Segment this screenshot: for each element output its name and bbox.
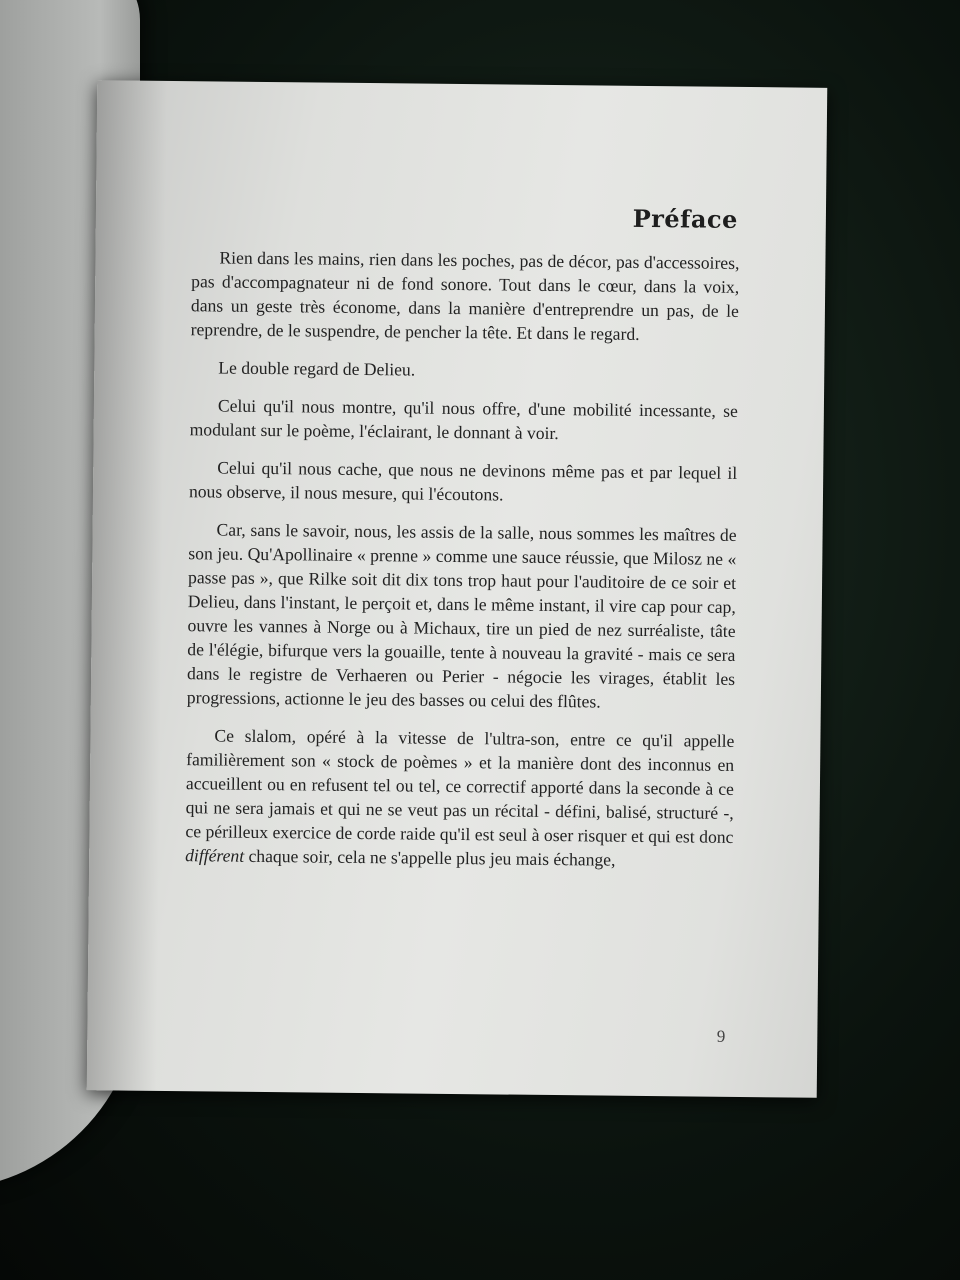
paragraph-6 [185,723,734,873]
paragraph-3: Celui qu'il nous montre, qu'il nous offre, d'une mobilité incessante, se modulant sur le poème, l'éclairant, le donnant à voir. [189,395,738,444]
paragraph-2: Le double regard de Delieu. [218,357,416,380]
emphasized-word: différent [185,845,245,866]
body-text [185,245,740,887]
paragraph-4: Celui qu'il nous cache, que nous ne devinons même pas et par lequel il nous observe, il nous mesure, qui l'écoutons. [188,457,738,505]
page-title: Préface [632,203,739,234]
paragraph-6-start: Ce slalom, opéré à la vitesse de l'ultra-son, entre ce qu'il appelle familièrement son « stock de poèmes » et la manière dont des inconnus en accueillent ou en refusent tel ou tel, ce correctif apporté dans la seconde à ce qui ne sera jamais et qui ne se veut pas un récital - défini, balisé, structuré -, ce périlleux exercice de corde raide qu'il est seul à oser risquer et qui est donc [185,725,735,847]
paragraph-1: Rien dans les mains, rien dans les poches, pas de décor, pas d'accessoires, pas d'accompagnateur ni de fond sonore. Tout dans le cœur, dans la voix, dans un geste très économe, dans la manière d'entreprendre un pas, de le reprendre, de le suspendre, de pencher la tête. Et dans le regard. [190,247,740,344]
paragraph-6-end: chaque soir, cela ne s'appelle plus jeu mais échange, [244,845,616,870]
page-number: 9 [716,1026,726,1046]
book-page [87,80,828,1098]
paragraph-5: Car, sans le savoir, nous, les assis de la salle, nous sommes les maîtres de son jeu. Qu'Apollinaire « prenne » comme une sauce réussie, que Milosz ne « passe pas », que Rilke soit dit dix tons trop haut pour l'auditoire de ce soir et Delieu, dans l'instant, le perçoit et, dans le même instant, il vire cap pour cap, ouvre les vannes à Norge ou à Michaux, tire un pied de nez surréaliste, tâte de l'élégie, bifurque vers la gouaille, tente à nouveau la gravité - mais ce sera dans le registre de Verhaeren ou Perier - négocie les virages, établit les progressions, actionne le jeu des basses ou celui des flûtes. [186,519,737,712]
